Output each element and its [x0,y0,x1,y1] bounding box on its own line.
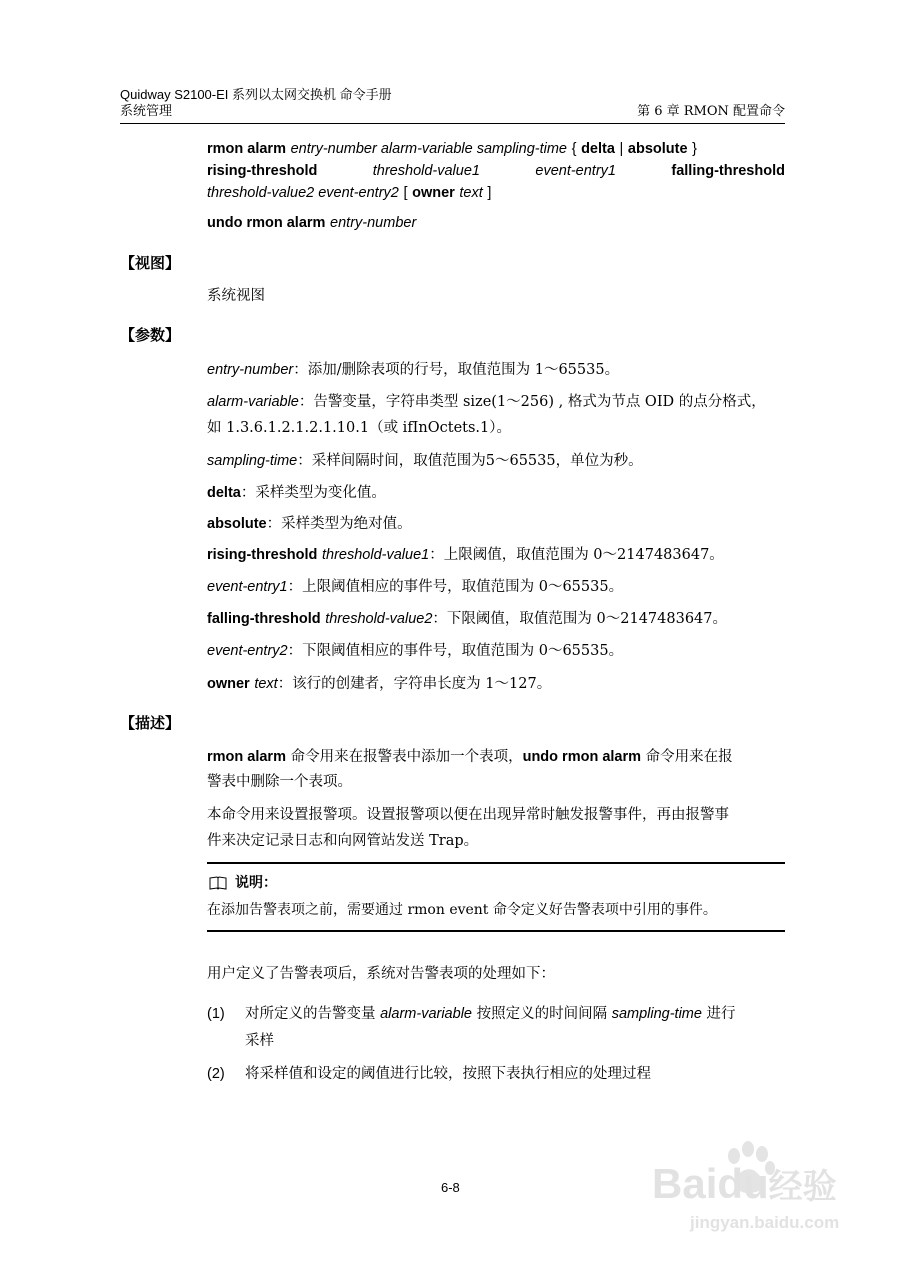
syntax-undo [207,213,416,233]
param-alarm-variable [207,392,766,412]
view-heading: 【视图】 [120,254,181,272]
kw-rising-threshold: rising-threshold [207,163,318,179]
view-text: 系统视图 [207,288,265,304]
syntax-args-2: threshold-value2 event-entry2 [207,185,399,201]
bracket-open: [ [403,185,408,201]
syntax-line-1 [207,139,697,159]
arg-text: text [459,185,483,201]
param-arg: text [254,676,278,692]
watermark-cn: 经验 [768,1167,837,1207]
note-title: 说明： [235,875,277,891]
kw-owner: owner [412,185,455,201]
desc-text: 命令用来在报警表中添加一个表项， [285,749,523,765]
desc-text: 命令用来在报 [641,749,733,765]
description-line-2: 本命令用来设置报警项。设置报警项以便在出现异常时触发报警事件，再由报警事 [207,807,729,823]
header-chapter: 第 6 章 RMON 配置命令 [637,104,785,119]
step-text [245,1004,736,1024]
param-alarm-variable-cont: 如 1.3.6.1.2.1.2.1.10.1（或 ifInOctets.1）。 [207,420,512,436]
param-arg: threshold-value2 [325,611,433,627]
syntax-args: entry-number alarm-variable sampling-time [290,141,567,157]
param-arg: threshold-value1 [321,547,430,563]
param-owner [207,674,551,694]
step-text-a: 对所定义的告警变量 [245,1006,381,1022]
step-text-c: 进行 [701,1006,736,1022]
param-desc: ：添加/删除表项的行号，取值范围为 1～65535。 [293,362,620,378]
param-name: falling-threshold [207,611,321,627]
param-falling-threshold [207,609,727,629]
arg-threshold-value1: threshold-value1 [372,163,480,179]
cmd-undo-rmon-alarm: undo rmon alarm [207,215,326,231]
cmd-undo-rmon-alarm: undo rmon alarm [522,749,642,765]
description-heading: 【描述】 [120,714,181,732]
syntax-line-3 [207,183,491,203]
param-desc: ：该行的创建者，字符串长度为 1～127。 [277,676,552,692]
param-desc: ：采样类型为绝对值。 [266,516,412,532]
step-text-b: 按照定义的时间间隔 [471,1006,612,1022]
header-section: 系统管理 [120,104,173,119]
brace-open: { [571,141,577,157]
arg-event-entry1: event-entry1 [535,163,616,179]
param-name: rising-threshold [207,547,318,563]
param-rising-threshold [207,545,724,565]
header-product: Quidway S2100-EI 系列以太网交换机 命令手册 [120,87,392,102]
page-number: 6-8 [441,1180,460,1195]
kw-absolute: absolute [627,141,688,157]
param-absolute [207,514,412,534]
note-rule-top [207,862,785,864]
kw-delta: delta [581,141,615,157]
header-rule [120,123,785,124]
note-rule-bottom [207,930,785,932]
param-name: alarm-variable [207,394,299,410]
param-desc: ：下限阈值相应的事件号，取值范围为 0～65535。 [287,643,624,659]
cmd-rmon-alarm: rmon alarm [207,749,286,765]
param-desc: ：下限阈值，取值范围为 0～2147483647。 [432,611,728,627]
bracket-close: ] [487,185,492,201]
param-entry-number [207,360,619,380]
description-line-2-cont: 件来决定记录日志和向网管站发送 Trap。 [207,833,479,849]
param-event-entry2 [207,641,623,661]
param-desc: ：上限阈值相应的事件号，取值范围为 0～65535。 [287,579,624,595]
param-name: event-entry1 [207,579,288,595]
process-step-1 [207,1004,785,1024]
kw-falling-threshold: falling-threshold [671,163,785,179]
note-text: 在添加告警表项之前，需要通过 rmon event 命令定义好告警表项中引用的事件。 [207,902,717,918]
process-intro: 用户定义了告警表项后，系统对告警表项的处理如下： [207,966,555,982]
bar: | [619,141,624,157]
param-name: sampling-time [207,453,298,469]
param-desc: ：采样类型为变化值。 [240,485,386,501]
step-var: alarm-variable [380,1006,472,1022]
step-number: (1) [207,1006,225,1022]
param-desc: ：采样间隔时间，取值范围为5～65535，单位为秒。 [297,453,643,469]
param-desc: ：上限阈值，取值范围为 0～2147483647。 [429,547,724,563]
param-desc: ：告警变量，字符串类型 size(1～256) , 格式为节点 OID 的点分格式， [298,394,766,410]
brace-close: } [692,141,697,157]
process-step-2 [207,1064,651,1084]
param-name: absolute [207,516,267,532]
watermark-brand-b: du [717,1160,769,1207]
step-number: (2) [207,1066,225,1082]
cmd-rmon-alarm: rmon alarm [207,141,286,157]
param-name: entry-number [207,362,294,378]
param-name: owner [207,676,250,692]
param-name: event-entry2 [207,643,288,659]
watermark-url: jingyan.baidu.com [690,1213,840,1232]
description-line-1-cont: 警表中删除一个表项。 [207,774,352,790]
watermark-brand-a: Bai [652,1160,718,1207]
book-icon [209,876,227,896]
arg-entry-number: entry-number [330,215,417,231]
params-heading: 【参数】 [120,326,181,344]
param-name: delta [207,485,241,501]
description-line-1 [207,747,733,767]
param-event-entry1 [207,577,623,597]
param-sampling-time [207,451,643,471]
param-delta [207,483,386,503]
syntax-line-2 [207,161,785,181]
step-var2: sampling-time [611,1006,702,1022]
process-step-1-cont: 采样 [245,1033,274,1049]
step-text: 将采样值和设定的阈值进行比较，按照下表执行相应的处理过程 [245,1066,651,1082]
